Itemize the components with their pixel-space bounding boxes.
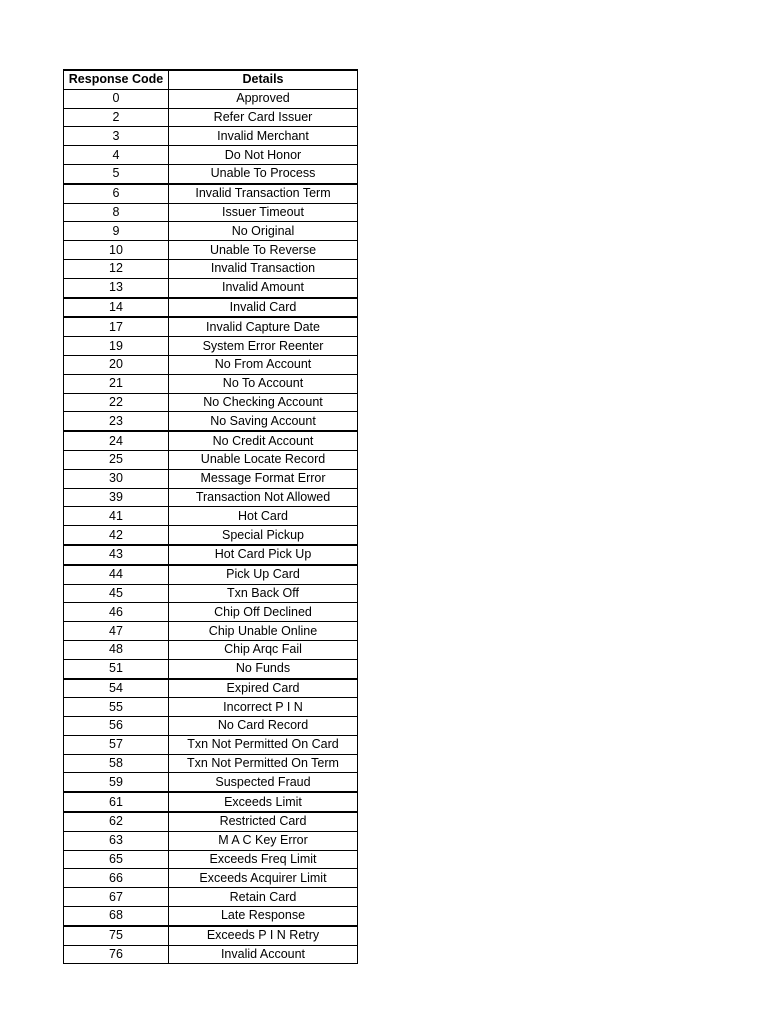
table-row (64, 203, 358, 222)
table-row (64, 164, 358, 183)
details-cell: Chip Unable Online (169, 622, 358, 641)
table-row (64, 89, 358, 108)
response-code-cell: 25 (64, 450, 169, 469)
table-row (64, 184, 358, 203)
table-row (64, 259, 358, 278)
response-code-cell: 59 (64, 773, 169, 792)
table-row (64, 317, 358, 336)
table-row (64, 222, 358, 241)
response-code-cell: 4 (64, 146, 169, 165)
response-code-cell: 23 (64, 412, 169, 431)
response-code-cell: 41 (64, 507, 169, 526)
details-cell: Chip Arqc Fail (169, 640, 358, 659)
table-row (64, 850, 358, 869)
details-cell: Exceeds Limit (169, 792, 358, 812)
details-cell: Exceeds P I N Retry (169, 926, 358, 945)
details-cell: Special Pickup (169, 526, 358, 545)
response-code-cell: 5 (64, 164, 169, 183)
response-code-cell: 55 (64, 698, 169, 717)
details-cell: System Error Reenter (169, 337, 358, 356)
response-code-cell: 12 (64, 259, 169, 278)
table-row (64, 640, 358, 659)
details-cell: Txn Not Permitted On Term (169, 754, 358, 773)
response-code-cell: 75 (64, 926, 169, 945)
table-row (64, 278, 358, 297)
table-row (64, 545, 358, 565)
details-cell: Late Response (169, 907, 358, 926)
response-code-cell: 56 (64, 717, 169, 736)
table-row (64, 393, 358, 412)
response-code-cell: 19 (64, 337, 169, 356)
table-row (64, 241, 358, 260)
details-cell: Invalid Merchant (169, 127, 358, 146)
table-row (64, 812, 358, 831)
table-row (64, 792, 358, 812)
response-code-cell: 76 (64, 945, 169, 964)
table-row (64, 888, 358, 907)
response-code-cell: 65 (64, 850, 169, 869)
response-code-cell: 42 (64, 526, 169, 545)
details-cell: Pick Up Card (169, 565, 358, 584)
details-cell: Invalid Amount (169, 278, 358, 297)
table-row (64, 622, 358, 641)
response-code-cell: 61 (64, 792, 169, 812)
response-code-cell: 51 (64, 659, 169, 678)
details-cell: Message Format Error (169, 469, 358, 488)
response-code-cell: 62 (64, 812, 169, 831)
response-code-cell: 20 (64, 355, 169, 374)
table-row (64, 431, 358, 450)
response-code-cell: 6 (64, 184, 169, 203)
response-code-cell: 44 (64, 565, 169, 584)
response-code-cell: 30 (64, 469, 169, 488)
table-row (64, 450, 358, 469)
response-code-cell: 21 (64, 374, 169, 393)
table-row (64, 469, 358, 488)
response-code-cell: 43 (64, 545, 169, 565)
table-row (64, 146, 358, 165)
header-response-code: Response Code (64, 70, 169, 89)
table-row (64, 907, 358, 926)
response-code-cell: 17 (64, 317, 169, 336)
details-cell: Txn Not Permitted On Card (169, 735, 358, 754)
table-row (64, 603, 358, 622)
table-row (64, 698, 358, 717)
details-cell: Approved (169, 89, 358, 108)
table-row (64, 298, 358, 318)
table-row (64, 355, 358, 374)
table-row (64, 773, 358, 792)
response-code-cell: 48 (64, 640, 169, 659)
response-code-cell: 3 (64, 127, 169, 146)
details-cell: Transaction Not Allowed (169, 488, 358, 507)
response-code-cell: 13 (64, 278, 169, 297)
details-cell: Refer Card Issuer (169, 108, 358, 127)
details-cell: No From Account (169, 355, 358, 374)
details-cell: Invalid Account (169, 945, 358, 964)
response-code-cell: 9 (64, 222, 169, 241)
table-row (64, 108, 358, 127)
details-cell: No Checking Account (169, 393, 358, 412)
response-code-cell: 46 (64, 603, 169, 622)
response-code-cell: 8 (64, 203, 169, 222)
table-row (64, 926, 358, 945)
response-code-cell: 39 (64, 488, 169, 507)
details-cell: Invalid Card (169, 298, 358, 318)
details-cell: Retain Card (169, 888, 358, 907)
table-row (64, 565, 358, 584)
response-code-cell: 63 (64, 831, 169, 850)
response-code-cell: 14 (64, 298, 169, 318)
table-row (64, 831, 358, 850)
details-cell: Unable Locate Record (169, 450, 358, 469)
table-row (64, 754, 358, 773)
table-row (64, 735, 358, 754)
details-cell: Issuer Timeout (169, 203, 358, 222)
response-code-cell: 58 (64, 754, 169, 773)
table-row (64, 945, 358, 964)
details-cell: Unable To Reverse (169, 241, 358, 260)
table-row (64, 488, 358, 507)
details-cell: Incorrect P I N (169, 698, 358, 717)
response-code-cell: 47 (64, 622, 169, 641)
details-cell: Invalid Capture Date (169, 317, 358, 336)
response-code-cell: 10 (64, 241, 169, 260)
details-cell: No Credit Account (169, 431, 358, 450)
header-details: Details (169, 70, 358, 89)
details-cell: Do Not Honor (169, 146, 358, 165)
details-cell: Hot Card (169, 507, 358, 526)
table-row (64, 412, 358, 431)
details-cell: Hot Card Pick Up (169, 545, 358, 565)
details-cell: Chip Off Declined (169, 603, 358, 622)
details-cell: Exceeds Acquirer Limit (169, 869, 358, 888)
details-cell: Txn Back Off (169, 584, 358, 603)
table-header-row (64, 70, 358, 89)
details-cell: Unable To Process (169, 164, 358, 183)
response-code-cell: 24 (64, 431, 169, 450)
table-row (64, 584, 358, 603)
table-row (64, 869, 358, 888)
details-cell: Restricted Card (169, 812, 358, 831)
table-row (64, 337, 358, 356)
details-cell: M A C Key Error (169, 831, 358, 850)
details-cell: Suspected Fraud (169, 773, 358, 792)
table-row (64, 659, 358, 678)
table-row (64, 679, 358, 698)
details-cell: No Saving Account (169, 412, 358, 431)
table-row (64, 717, 358, 736)
response-code-cell: 68 (64, 907, 169, 926)
response-code-cell: 45 (64, 584, 169, 603)
details-cell: Expired Card (169, 679, 358, 698)
table-row (64, 127, 358, 146)
details-cell: No Funds (169, 659, 358, 678)
details-cell: Exceeds Freq Limit (169, 850, 358, 869)
details-cell: No Original (169, 222, 358, 241)
details-cell: Invalid Transaction Term (169, 184, 358, 203)
response-code-cell: 0 (64, 89, 169, 108)
table-body (64, 89, 358, 964)
details-cell: Invalid Transaction (169, 259, 358, 278)
response-code-cell: 22 (64, 393, 169, 412)
response-code-cell: 2 (64, 108, 169, 127)
details-cell: No To Account (169, 374, 358, 393)
response-code-cell: 66 (64, 869, 169, 888)
table-row (64, 374, 358, 393)
response-code-cell: 67 (64, 888, 169, 907)
response-code-cell: 57 (64, 735, 169, 754)
table-row (64, 526, 358, 545)
details-cell: No Card Record (169, 717, 358, 736)
response-code-cell: 54 (64, 679, 169, 698)
table-row (64, 507, 358, 526)
response-code-table (63, 69, 358, 964)
